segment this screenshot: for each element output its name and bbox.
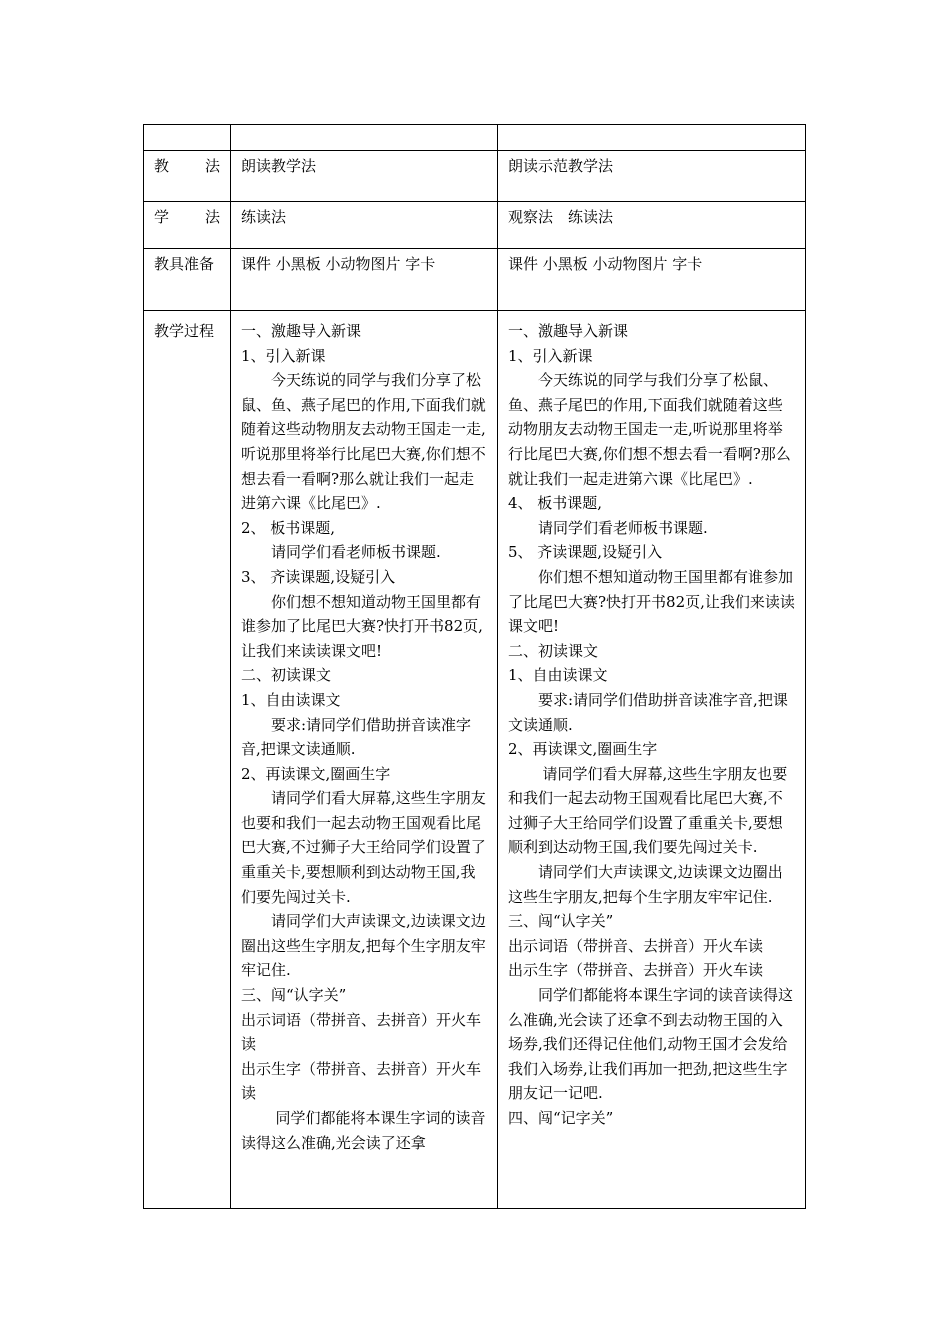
study-method-row xyxy=(144,202,806,249)
paragraph: 同学们都能将本课生字词的读音读得这么准确,光会读了还拿不到去动物王国的入场券,我们还得记住他们,动物王国才会发给我们入场券,让我们再加一把劲,把这些生字朋友记一记吧. xyxy=(508,986,794,1103)
paragraph: 同学们都能将本课生字词的读音读得这么准确,光会读了还拿 xyxy=(241,1109,486,1152)
paragraph: 请同学们看老师板书课题. xyxy=(538,518,708,537)
paragraph: 1、自由读课文 xyxy=(241,690,341,709)
paragraph: 请同学们大声读课文,边读课文边圈出这些生字朋友,把每个生字朋友牢牢记住. xyxy=(508,863,783,906)
paragraph: 四、闯“记字关” xyxy=(508,1109,614,1127)
teaching-process-row xyxy=(144,311,806,1209)
paragraph: 3、 齐读课题,设疑引入 xyxy=(241,567,396,586)
teaching-method-label: 教 法 xyxy=(144,151,231,202)
paragraph: 要求:请同学们借助拼音读准字音,把课文读通顺. xyxy=(508,690,788,734)
paragraph: 1、自由读课文 xyxy=(508,666,608,685)
paragraph: 2、再读课文,圈画生字 xyxy=(508,740,658,759)
paragraph: 出示生字（带拼音、去拼音）开火车读 xyxy=(508,961,764,980)
lesson-plan-table xyxy=(143,124,806,1209)
paragraph: 2、 板书课题, xyxy=(241,518,336,537)
paragraph: 三、闯“认字关” xyxy=(508,912,614,931)
paragraph: 三、闯“认字关” xyxy=(241,986,347,1005)
blank-cell xyxy=(498,125,806,151)
paragraph: 出示词语（带拼音、去拼音）开火车读 xyxy=(241,1010,482,1054)
paragraph: 请同学们大声读课文,边读课文边圈出这些生字朋友,把每个生字朋友牢牢记住. xyxy=(241,912,486,980)
paragraph: 5、 齐读课题,设疑引入 xyxy=(508,543,663,562)
paragraph: 请同学们看老师板书课题. xyxy=(271,543,441,562)
study-method-right: 观察法 练读法 xyxy=(498,202,806,249)
paragraph: 你们想不想知道动物王国里都有谁参加了比尾巴大赛?快打开书82页,让我们来读读课文吧! xyxy=(508,567,795,636)
teaching-method-right: 朗读示范教学法 xyxy=(498,151,806,202)
teaching-method-left: 朗读教学法 xyxy=(231,151,498,202)
teaching-tools-right: 课件 小黑板 小动物图片 字卡 xyxy=(498,249,806,311)
paragraph: 一、激趣导入新课 xyxy=(241,322,362,340)
teaching-tools-row xyxy=(144,249,806,311)
paragraph: 一、激趣导入新课 xyxy=(508,322,629,340)
blank-cell xyxy=(231,125,498,151)
paragraph: 1、引入新课 xyxy=(241,346,326,365)
paragraph: 请同学们看大屏幕,这些生字朋友也要和我们一起去动物王国观看比尾巴大赛,不过狮子大王给同学们设置了重重关卡,要想顺利到达动物王国,我们要先闯过关卡. xyxy=(241,789,486,906)
teaching-process-right xyxy=(498,311,806,1209)
paragraph: 请同学们看大屏幕,这些生字朋友也要和我们一起去动物王国观看比尾巴大赛,不过狮子大王给同学们设置了重重关卡,要想顺利到达动物王国,我们要先闯过关卡. xyxy=(508,764,788,857)
paragraph: 今天练说的同学与我们分享了松鼠、鱼、燕子尾巴的作用,下面我们就随着这些动物朋友去动物王国走一走,听说那里将举行比尾巴大赛,你们想不想去看一看啊?那么就让我们一起走进第六课《比尾巴》. xyxy=(241,371,486,513)
paragraph: 二、初读课文 xyxy=(508,641,599,660)
blank-header-row xyxy=(144,125,806,151)
teaching-method-row xyxy=(144,151,806,202)
blank-cell xyxy=(144,125,231,151)
teaching-process-left xyxy=(231,311,498,1209)
paragraph: 要求:请同学们借助拼音读准字音,把课文读通顺. xyxy=(241,715,472,759)
teaching-tools-left: 课件 小黑板 小动物图片 字卡 xyxy=(231,249,498,311)
paragraph: 4、 板书课题, xyxy=(508,494,603,513)
teaching-tools-label: 教具准备 xyxy=(144,249,231,311)
paragraph: 今天练说的同学与我们分享了松鼠、鱼、燕子尾巴的作用,下面我们就随着这些动物朋友去动物王国走一走,听说那里将举行比尾巴大赛,你们想不想去看一看啊?那么就让我们一起走进第六课《比尾巴》. xyxy=(508,371,791,488)
study-method-label: 学 法 xyxy=(144,202,231,249)
paragraph: 你们想不想知道动物王国里都有谁参加了比尾巴大赛?快打开书82页,让我们来读读课文吧! xyxy=(241,592,483,660)
paragraph: 二、初读课文 xyxy=(241,666,332,685)
paragraph: 出示生字（带拼音、去拼音）开火车读 xyxy=(241,1059,482,1103)
study-method-left: 练读法 xyxy=(231,202,498,249)
teaching-process-label: 教学过程 xyxy=(144,311,231,1209)
paragraph: 2、再读课文,圈画生字 xyxy=(241,764,391,783)
paragraph: 出示词语（带拼音、去拼音）开火车读 xyxy=(508,936,764,955)
paragraph: 1、引入新课 xyxy=(508,346,593,365)
